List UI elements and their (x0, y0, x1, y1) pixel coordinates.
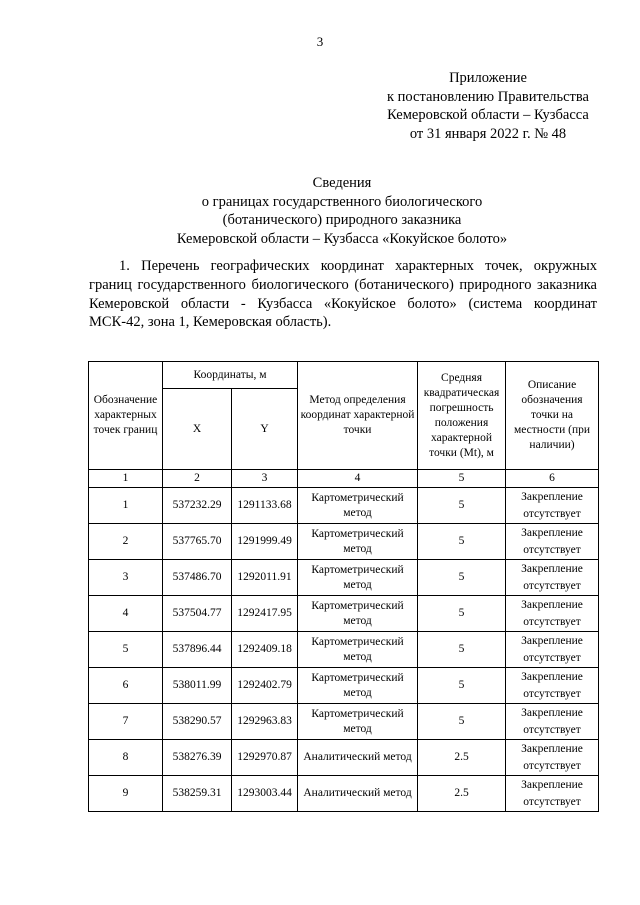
cell-mt: 5 (418, 704, 506, 740)
cell-y: 1291133.68 (232, 488, 298, 524)
cell-method: Картометрический метод (298, 596, 418, 632)
table-row (89, 560, 599, 596)
column-number: 2 (163, 470, 232, 488)
header-error: Средняя квадратическая погрешность положения характерной точки (Mt), м (418, 362, 506, 470)
appendix-line-date: от 31 января 2022 г. № 48 (409, 125, 567, 142)
cell-point: 8 (89, 740, 163, 776)
header-method: Метод определения координат характерной точки (298, 362, 418, 470)
coordinates-table (88, 361, 599, 812)
cell-x: 537896.44 (163, 632, 232, 668)
intro-paragraph: 1. Перечень географических координат характерных точек, окружных границ государственного биологического (ботанического) природного заказника Кемеровской области - Кузбасса «Кокуйское болото» (система координат МСК-42, зона 1, Кемеровская область). (89, 258, 597, 331)
cell-method: Картометрический метод (298, 488, 418, 524)
appendix-block (360, 69, 616, 143)
heading-line-3: (ботанического) природного заказника (222, 212, 462, 228)
header-y: Y (232, 389, 298, 470)
cell-x: 538011.99 (163, 668, 232, 704)
column-number: 5 (418, 470, 506, 488)
table-row (89, 488, 599, 524)
header-description: Описание обозначения точки на местности (при наличии) (506, 362, 599, 470)
header-x: X (163, 389, 232, 470)
cell-x: 538290.57 (163, 704, 232, 740)
cell-description: Закрепление отсутствует (506, 704, 599, 740)
cell-x: 537232.29 (163, 488, 232, 524)
appendix-line-region: Кемеровской области – Кузбасса (387, 107, 589, 123)
heading-line-4: Кемеровской области – Кузбасса «Кокуйское болото» (176, 230, 508, 247)
column-number-row (89, 470, 599, 488)
document-heading (150, 174, 534, 248)
cell-x: 537486.70 (163, 560, 232, 596)
cell-y: 1292011.91 (232, 560, 298, 596)
cell-method: Картометрический метод (298, 704, 418, 740)
cell-method: Картометрический метод (298, 668, 418, 704)
cell-point: 9 (89, 776, 163, 812)
table-row (89, 740, 599, 776)
cell-y: 1291999.49 (232, 524, 298, 560)
cell-point: 5 (89, 632, 163, 668)
cell-point: 3 (89, 560, 163, 596)
cell-description: Закрепление отсутствует (506, 524, 599, 560)
column-number: 4 (298, 470, 418, 488)
heading-line-1: Сведения (312, 175, 372, 191)
cell-description: Закрепление отсутствует (506, 668, 599, 704)
cell-method: Картометрический метод (298, 632, 418, 668)
cell-mt: 5 (418, 596, 506, 632)
page-number: 3 (316, 34, 324, 49)
cell-x: 537765.70 (163, 524, 232, 560)
cell-mt: 2.5 (418, 776, 506, 812)
table-row (89, 524, 599, 560)
table-row (89, 632, 599, 668)
heading-line-2: о границах государственного биологического (201, 193, 483, 210)
cell-mt: 5 (418, 560, 506, 596)
cell-point: 6 (89, 668, 163, 704)
column-number: 3 (232, 470, 298, 488)
table-row (89, 776, 599, 812)
cell-description: Закрепление отсутствует (506, 488, 599, 524)
cell-point: 7 (89, 704, 163, 740)
cell-mt: 5 (418, 524, 506, 560)
cell-y: 1292970.87 (232, 740, 298, 776)
cell-description: Закрепление отсутствует (506, 776, 599, 812)
table-row (89, 668, 599, 704)
column-number: 6 (506, 470, 599, 488)
cell-point: 2 (89, 524, 163, 560)
appendix-line-title: Приложение (449, 70, 527, 86)
cell-description: Закрепление отсутствует (506, 560, 599, 596)
cell-method: Картометрический метод (298, 560, 418, 596)
cell-point: 1 (89, 488, 163, 524)
cell-mt: 2.5 (418, 740, 506, 776)
appendix-line-resolution: к постановлению Правительства (387, 88, 589, 105)
cell-y: 1292417.95 (232, 596, 298, 632)
column-number: 1 (89, 470, 163, 488)
table-row (89, 596, 599, 632)
cell-x: 538259.31 (163, 776, 232, 812)
cell-mt: 5 (418, 488, 506, 524)
table-row (89, 704, 599, 740)
cell-y: 1292409.18 (232, 632, 298, 668)
cell-y: 1292963.83 (232, 704, 298, 740)
cell-point: 4 (89, 596, 163, 632)
cell-description: Закрепление отсутствует (506, 632, 599, 668)
cell-description: Закрепление отсутствует (506, 740, 599, 776)
cell-method: Аналитический метод (298, 776, 418, 812)
cell-y: 1292402.79 (232, 668, 298, 704)
cell-method: Аналитический метод (298, 740, 418, 776)
cell-x: 537504.77 (163, 596, 232, 632)
cell-method: Картометрический метод (298, 524, 418, 560)
header-coordinates: Координаты, м (163, 362, 298, 389)
cell-y: 1293003.44 (232, 776, 298, 812)
cell-x: 538276.39 (163, 740, 232, 776)
header-point: Обозначение характерных точек границ (89, 362, 163, 470)
cell-mt: 5 (418, 632, 506, 668)
cell-mt: 5 (418, 668, 506, 704)
cell-description: Закрепление отсутствует (506, 596, 599, 632)
